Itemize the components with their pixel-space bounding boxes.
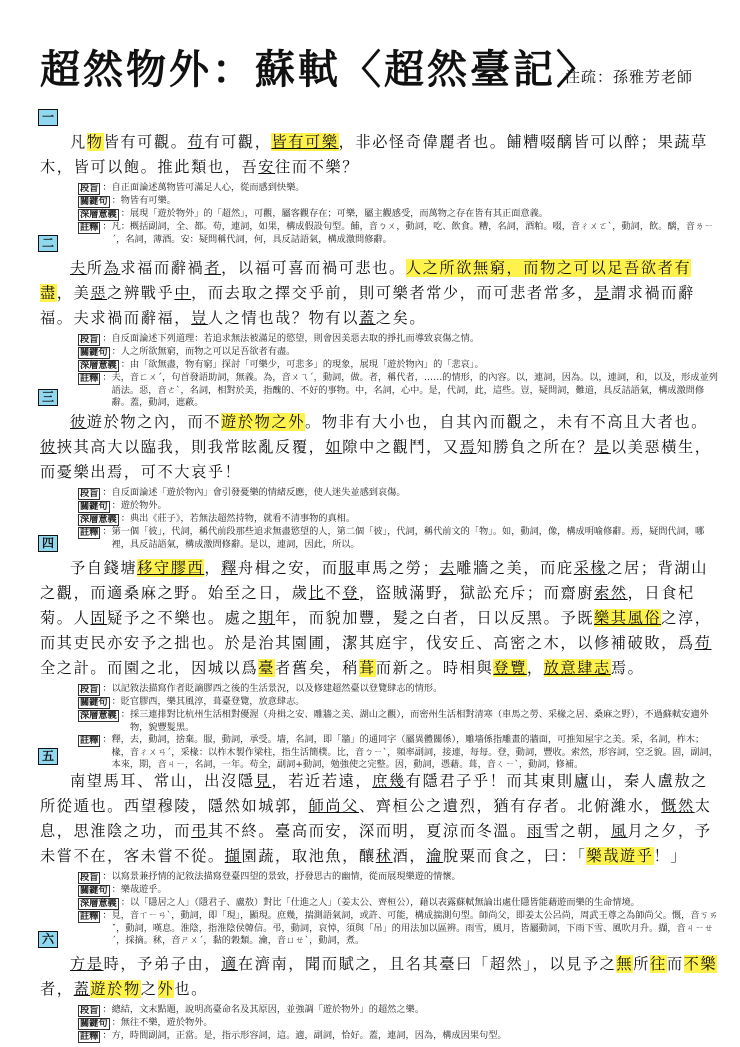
note-colon: ： [102, 734, 112, 746]
note-row [78, 182, 718, 195]
note-text: 以寫景兼抒情的記敘法描寫登臺四望的景致，抒發思古的幽情，從而展現樂遊的情懷。 [111, 871, 461, 882]
note-row [78, 500, 718, 513]
text-run: 師尚父 [308, 797, 359, 815]
note-label: 註釋 [80, 1031, 99, 1042]
highlighted-text: 於物 [107, 980, 141, 998]
highlighted-text: 外 [157, 980, 175, 998]
highlighted-text: 皆有可樂 [271, 133, 339, 151]
text-run: 見 [254, 772, 272, 790]
text-run: 南望馬耳、常山，出沒隱 [70, 772, 255, 790]
text-run: 酒， [392, 847, 427, 865]
note-text: 無往不樂，遊於物外。 [120, 1017, 213, 1028]
text-run: 求福而辭禍 [120, 259, 205, 277]
section-marker: 四 [38, 535, 58, 552]
text-run: ，盜賊滿野，獄訟充斥；而齋廚 [359, 584, 595, 602]
text-run: 安 [258, 158, 276, 176]
section-2 [38, 232, 718, 410]
text-run: 弔 [191, 822, 208, 840]
note-colon: ： [102, 526, 112, 537]
note-colon: ： [120, 513, 130, 524]
note-label: 關鍵句 [80, 1018, 108, 1029]
note-colon: ： [102, 1030, 112, 1041]
text-run: 如 [325, 438, 343, 456]
note-text: 人之所欲無窮，而物之可以足吾欲者有盡。 [120, 346, 296, 357]
text-run: ！」 [653, 847, 688, 865]
text-run: 為 [103, 259, 121, 277]
text-run: ，以福可喜而禍可悲也。 [221, 259, 406, 277]
note-colon: ： [102, 1004, 112, 1015]
note-text: 第一個「彼」，代詞，稱代前段那些追求無盡慾望的人，第二個「彼」，代詞，稱代前文的「物」。如，動詞，像，構成明喻修辭。焉，疑問代詞，哪裡，具反詰語氣，構成激問修辭。是以，連詞，因此，所以。 [111, 526, 705, 550]
text-run: 。物非有大小也，自其內而觀之，未有不高且大者也。 [305, 413, 708, 431]
section-5 [38, 745, 718, 948]
note-colon: ： [102, 372, 112, 383]
text-run: 隙中之觀鬥，又 [342, 438, 460, 456]
note-label: 關鍵句 [80, 347, 108, 358]
note-text: 以「隱居之人」（隱君子、盧敖）對比「仕進之人」（姜太公、齊桓公），藉以表露蘇軾無論出處仕隱皆能藉遊而樂的生命情境。 [129, 897, 640, 908]
text-run: 舟楫之安，而 [237, 559, 339, 577]
note-row [78, 195, 718, 208]
section-6 [38, 928, 718, 1043]
note-colon: ： [120, 897, 130, 908]
note-row [78, 683, 718, 696]
section-4 [38, 532, 718, 772]
text-run: 人之情也哉？物有以 [207, 309, 359, 327]
highlighted-text: 樂其風俗 [594, 609, 662, 627]
page-title: 超然物外：蘇軾〈超然臺記〉 [40, 47, 599, 93]
text-run: 適 [221, 955, 238, 973]
note-label: 段旨 [80, 488, 99, 499]
note-colon: ： [120, 359, 130, 370]
note-row [78, 346, 718, 359]
text-run: 蓋 [73, 980, 91, 998]
note-text: 樂哉遊乎。 [120, 884, 167, 895]
highlighted-text: 人之所欲無窮，而物之可以足吾欲者有盡 [40, 259, 692, 302]
text-run: 遊於物之內，而不 [86, 413, 222, 431]
note-label: 段旨 [80, 684, 99, 695]
text-run: 者， [40, 980, 74, 998]
text-run: 夫 [70, 259, 87, 277]
note-label: 深層意義 [80, 360, 117, 371]
text-run: 謂求禍而辭福。夫求禍而辭福， [40, 284, 695, 327]
text-run: 采椽 [573, 559, 608, 577]
section-paragraph [40, 256, 718, 331]
note-row [78, 1030, 718, 1043]
note-text: 展現「遊於物外」的「超然」，可觀，屬客觀存在；可樂，屬主觀感受，而萬物之存在皆有其正面意義。 [129, 208, 548, 219]
note-label: 註釋 [80, 373, 99, 384]
text-run: 雕牆之美，而庇 [456, 559, 574, 577]
text-run: 擷 [224, 847, 242, 865]
text-run: 在濟南，聞而賦之，且名其臺曰「超然」，以見予之 [237, 955, 617, 973]
text-run: 皆有可觀。 [103, 133, 188, 151]
note-colon: ： [102, 333, 112, 344]
note-colon: ： [102, 910, 112, 921]
note-colon: ： [111, 884, 121, 895]
note-label: 深層意義 [80, 209, 117, 220]
text-run: 月之夕，予未嘗不在，客未嘗不從。 [40, 822, 712, 865]
text-run: 疑予之不樂也。處之 [107, 609, 259, 627]
note-text: 採三連排對比杭州生活相對優渥（舟楫之安、雕牆之美、湖山之觀），而密州生活相對清寒（車馬之勞、采椽之居、桑麻之野），不過蘇軾安適外物，貌豐髮黑。 [129, 709, 709, 733]
text-run: ，而去取之擇交乎前，則可樂者常少，而可悲者常多， [191, 284, 595, 302]
note-text: 釋，去，動詞，捨棄。服，動詞，承受。墻，名詞，即「牆」的通同字（屬異體關係），雕墻係指雕畫的牆面，可推知屋宇之美。采，名詞，柞木；椽，音ㄔㄨㄢˊ，采椽：以柞木製作梁柱，指生活簡樸。比，音ㄅㄧˋ，頻率副詞，接連，每每。登，動詞，豐收。索然，形容詞，空乏貌。固，副詞，本來，期，音ㄐㄧ，名詞，一年。苟全，副詞+動詞，勉強使之完整。因，動詞，憑藉。葺，音ㄑㄧˋ，動詞，修補。 [111, 734, 718, 771]
text-run: 豈 [191, 309, 208, 327]
highlighted-text: 無 [616, 955, 634, 973]
text-run: 車馬之勞； [355, 559, 440, 577]
note-colon: ： [111, 1017, 121, 1028]
note-label: 關鍵句 [80, 885, 108, 896]
text-run: 彼 [40, 438, 57, 456]
highlighted-text: 臺 [258, 659, 276, 677]
text-run: 是 [86, 955, 104, 973]
note-row [78, 359, 718, 372]
note-colon: ： [102, 182, 112, 193]
note-label: 段旨 [80, 872, 99, 883]
text-run: 之 [140, 980, 158, 998]
note-row [78, 333, 718, 346]
section-paragraph [40, 952, 718, 1002]
section-marker: 一 [38, 109, 58, 126]
text-run: 是 [594, 438, 611, 456]
text-run: 所 [86, 259, 104, 277]
note-text: 典出《莊子》，若無法超然持物，就看不清事物的真相。 [129, 513, 356, 524]
note-row [78, 1004, 718, 1017]
text-run: 知勝負之所在？ [476, 438, 595, 456]
text-run: 不 [325, 584, 343, 602]
text-run: 也。 [174, 980, 208, 998]
text-run: 凡 [70, 133, 87, 151]
text-run: 之淳，而其吏民亦安予之拙也。於是治其園圃，潔其庭宇，伐安丘、高密之木，以修補破敗，爲 [40, 609, 712, 652]
note-label: 段旨 [80, 334, 99, 345]
note-colon: ： [111, 696, 121, 707]
section-1 [38, 106, 718, 246]
note-label: 關鍵句 [80, 697, 108, 708]
text-run: ，美 [56, 284, 91, 302]
text-run: 服 [338, 559, 356, 577]
text-run: 去 [439, 559, 457, 577]
text-run: 全之計。而園之北，因城以爲 [40, 659, 259, 677]
note-row [78, 709, 718, 734]
text-run: 彼 [70, 413, 87, 431]
text-run: 焉。 [610, 659, 645, 677]
text-run: 之矣。 [375, 309, 427, 327]
highlighted-text: 移守膠西 [137, 559, 205, 577]
text-run: 而新之。時相與 [375, 659, 494, 677]
text-run: 比 [308, 584, 326, 602]
note-label: 註釋 [80, 735, 99, 747]
note-colon: ： [102, 871, 112, 882]
note-row [78, 871, 718, 884]
text-run: 雨 [526, 822, 544, 840]
note-text: 貶官膠西，樂其風淳，葺臺登覽，放意肆志。 [120, 696, 305, 707]
note-row [78, 884, 718, 897]
note-label: 關鍵句 [80, 196, 108, 207]
note-row [78, 487, 718, 500]
highlighted-text: 登覽 [493, 659, 527, 677]
note-text: 方，時間副詞，正當。是，指示形容詞，這。適，副詞，恰好。蓋，連詞，因為，構成因果句型。 [111, 1030, 507, 1041]
text-run: 庶幾 [372, 772, 406, 790]
text-run: 太息，思淮陰之功，而 [40, 797, 712, 840]
note-label: 深層意義 [80, 514, 117, 525]
text-run: 釋 [221, 559, 238, 577]
note-text: 夫，音ㄈㄨˊ，句首發語助詞，無義。為，音ㄨㄟˊ，動詞，做。者，稱代者，……的情形，的內容。以，連詞，因為。以，連詞，和，以及，形成並列語法。惡，音ㄜˋ，名詞，相對於美，指醜的、不好的事物。中，名詞，心中。是，代詞，此，這些。豈，疑問詞，難道，具反詰語氣，構成激問修辭。蓋，動詞，遮蔽。 [111, 372, 718, 409]
text-run: 苟 [187, 133, 205, 151]
highlighted-text: 遊於物之外 [221, 413, 306, 431]
text-run: 往而不樂？ [275, 158, 359, 176]
text-run: 蓋 [358, 309, 376, 327]
note-text: 自反面論述「遊於物內」會引發憂樂的情緒反應，使人迷失並感到哀傷。 [111, 487, 406, 498]
text-run: 其不終。臺高而安，深而明，夏涼而冬溫。 [207, 822, 527, 840]
section-paragraph [40, 769, 718, 869]
note-colon: ： [120, 208, 130, 219]
text-run: 年，而貌加豐，髮之白者，日以反黑。予既 [275, 609, 595, 627]
section-paragraph [40, 130, 718, 180]
text-run: ，若近若遠， [271, 772, 373, 790]
section-marker: 三 [38, 389, 58, 406]
section-paragraph [40, 556, 718, 681]
text-run: 所 [633, 955, 651, 973]
text-run: 是 [594, 284, 611, 302]
note-text: 物皆有可樂。 [120, 195, 176, 206]
note-label: 註釋 [80, 527, 99, 538]
text-run: ，非必怪奇偉麗者也。餔糟啜醨皆可以醉；果蔬草木，皆可以飽。推此類也，吾 [40, 133, 708, 176]
note-row [78, 513, 718, 526]
text-run: 固 [90, 609, 108, 627]
note-colon: ： [102, 683, 112, 694]
note-label: 段旨 [80, 183, 99, 194]
highlighted-text: 不樂 [683, 955, 718, 973]
highlighted-text: 遊 [90, 980, 108, 998]
text-run: 方 [70, 955, 87, 973]
annotation-notes [78, 1004, 718, 1043]
note-text: 由「欲無盡，物有窮」探討「可樂少，可悲多」的現象，展現「遊於物內」的「悲哀」。 [129, 359, 484, 370]
note-text: 遊於物外。 [120, 500, 167, 511]
note-colon: ： [102, 221, 112, 232]
text-run: 登 [342, 584, 359, 602]
highlighted-text: 放意肆志 [543, 659, 611, 677]
text-run: ，日食杞菊。人 [40, 584, 695, 627]
highlighted-text: 葺 [358, 659, 376, 677]
text-run: 者舊矣，稍 [275, 659, 359, 677]
note-colon: ： [111, 195, 121, 206]
text-run: ， [204, 559, 222, 577]
note-colon: ： [111, 500, 121, 511]
highlighted-text: 物 [86, 133, 104, 151]
note-colon: ： [102, 487, 112, 498]
text-run: 以美惡橫生，而憂樂出焉，可不大哀乎！ [40, 438, 712, 481]
text-run: 索然 [594, 584, 628, 602]
note-row [78, 897, 718, 910]
text-run: 風 [610, 822, 628, 840]
section-marker: 二 [38, 235, 58, 252]
text-run: 脫粟而食之，曰：「 [442, 847, 587, 865]
note-label: 註釋 [80, 222, 99, 233]
text-run: 有隱君子乎！而其東則廬山，秦人盧敖之所從遁也。西望穆陵，隱然如城郭， [40, 772, 708, 815]
note-text: 凡：概括副詞，全、都。苟，連詞，如果，構成假設句型。餔，音ㄅㄨ，動詞，吃、飲食。糟，名詞，酒粕。啜，音ㄔㄨㄛˋ，動詞，飲。醨，音ㄌㄧˊ，名詞，薄酒。安：疑問稱代詞，何，具反詰語氣，構成激問修辭。 [111, 221, 714, 245]
note-label: 關鍵句 [80, 501, 108, 512]
note-row [78, 696, 718, 709]
text-run: 時，予弟子由， [103, 955, 222, 973]
note-label: 深層意義 [80, 898, 117, 909]
section-paragraph [40, 410, 718, 485]
note-label: 段旨 [80, 1005, 99, 1016]
text-run: 期 [258, 609, 276, 627]
note-text: 以記敘法描寫作者貶謫膠西之後的生活景況，以及修建超然臺以登覽肆志的情形。 [111, 683, 443, 694]
note-row [78, 1017, 718, 1030]
highlighted-text: 往 [650, 955, 667, 973]
text-run: 有可觀， [204, 133, 272, 151]
text-run: ， [526, 659, 544, 677]
text-run: 、齊桓公之遺烈，猶有存者。北俯濰水， [358, 797, 662, 815]
note-text: 自正面論述萬物皆可滿足人心，從而感到快樂。 [111, 182, 305, 193]
note-colon: ： [111, 346, 121, 357]
note-text: 自反面論述下列道理：若追求無法被滿足的慾望，則會因美惡去取的掙扎而導致哀傷之情。 [111, 333, 480, 344]
text-run: 瀹 [426, 847, 443, 865]
note-colon: ： [120, 709, 130, 720]
text-run: 雪之朝， [543, 822, 611, 840]
note-text: 總結，文末點題，說明高臺命名及其原因，並強調「遊於物外」的超然之樂。 [111, 1004, 424, 1015]
text-run: 焉 [459, 438, 477, 456]
text-run: 之居；背湖山之觀，而適桑麻之野。始至之日，歲 [40, 559, 708, 602]
note-label: 註釋 [80, 911, 99, 922]
text-run: 中 [174, 284, 192, 302]
note-label: 深層意義 [80, 710, 117, 721]
text-run: 予自錢塘 [70, 559, 138, 577]
note-text: 見，音ㄒㄧㄢˋ，動詞，即「現」，顯現。庶幾，揣測語氣詞，或許、可能，構成揣測句型。師尚父，即姜太公呂尚，周武王尊之為師尚父。慨，音ㄎㄞˇ，動詞，嘆息。淮陰，指淮陰侯韓信。弔，動詞，哀悼，須與「吊」的用法加以區辨。雨雪，風月，皆屬動詞，下雨下雪、風吹月升。擷，音ㄐㄧㄝˊ，採摘。秫，音ㄕㄨˊ，黏的穀類。瀹，音ㄩㄝˋ，動詞，煮。 [111, 910, 718, 947]
note-row [78, 208, 718, 221]
text-run: 而 [666, 955, 684, 973]
author-credit: 注疏：孫雅芳老師 [565, 68, 694, 86]
section-marker: 五 [38, 748, 58, 765]
text-run: 苟 [694, 634, 712, 652]
text-run: 者 [204, 259, 222, 277]
section-marker: 六 [38, 931, 58, 948]
text-run: 惡 [90, 284, 108, 302]
highlighted-text: 樂哉遊乎 [586, 847, 654, 865]
text-run: 挾其高大以臨我，則我常眩亂反覆， [56, 438, 326, 456]
text-run: 慨然 [661, 797, 695, 815]
section-3 [38, 386, 718, 551]
text-run: 秫 [375, 847, 393, 865]
text-run: 園蔬，取池魚，釀 [241, 847, 376, 865]
text-run: 之辨戰乎 [107, 284, 175, 302]
